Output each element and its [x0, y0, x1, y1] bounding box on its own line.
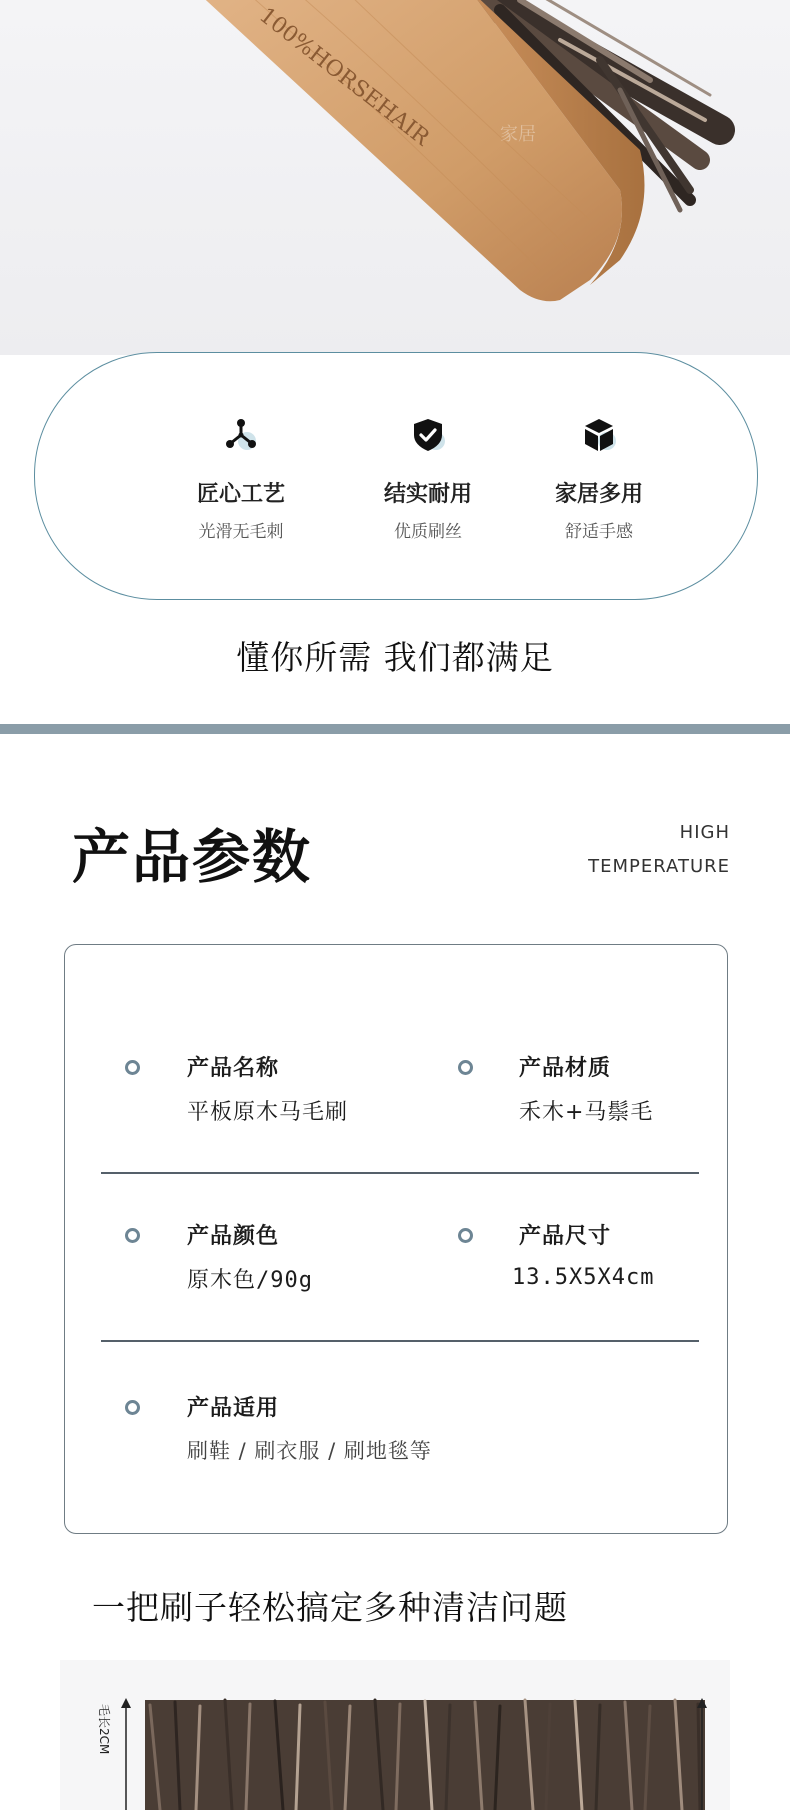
- param-value-usage: 刷鞋 / 刷衣服 / 刷地毯等: [187, 1439, 432, 1463]
- bullet-icon: [458, 1228, 473, 1243]
- watermark-text: 家居: [500, 124, 536, 145]
- dimension-label: 毛长2CM: [97, 1704, 111, 1755]
- bristle-texture: [145, 1700, 705, 1810]
- cube-icon: [579, 415, 619, 455]
- param-label-size: 产品尺寸: [519, 1224, 612, 1249]
- param-value-name: 平板原木马毛刷: [187, 1100, 349, 1125]
- feature-title: 匠心工艺: [196, 482, 285, 507]
- subheading: 一把刷子轻松搞定多种清洁问题: [92, 1588, 568, 1627]
- params-en-line1: HIGH: [679, 822, 730, 843]
- feature-subtitle: 优质刷丝: [394, 522, 462, 542]
- param-label-color: 产品颜色: [187, 1224, 280, 1249]
- param-label-name: 产品名称: [187, 1056, 280, 1081]
- param-value-size: 13.5X5X4cm: [512, 1265, 655, 1290]
- features-panel: [34, 352, 758, 600]
- feature-title: 结实耐用: [383, 482, 472, 507]
- shield-check-icon: [408, 415, 448, 455]
- horsehair-brush-illustration: [0, 0, 790, 355]
- brush-bristle-closeup: [0, 1660, 790, 1810]
- bullet-icon: [458, 1060, 473, 1075]
- params-en-line2: TEMPERATURE: [588, 856, 730, 877]
- section-divider-band: [0, 724, 790, 734]
- param-label-material: 产品材质: [519, 1056, 612, 1081]
- feature-subtitle: 光滑无毛刺: [198, 522, 284, 542]
- param-value-color: 原木色/90g: [187, 1268, 313, 1293]
- params-card: [64, 944, 728, 1534]
- param-label-usage: 产品适用: [187, 1396, 280, 1421]
- bottom-product-image: [0, 1660, 790, 1810]
- molecule-icon: [221, 415, 261, 455]
- bullet-icon: [125, 1228, 140, 1243]
- brush-engraving: 100%HORSEHAIR: [254, 3, 434, 151]
- bullet-icon: [125, 1400, 140, 1415]
- hero-product-image: [0, 0, 790, 355]
- params-title: 产品参数: [72, 823, 313, 891]
- slogan: 懂你所需 我们都满足: [236, 638, 554, 677]
- param-value-material: 禾木+马鬃毛: [519, 1100, 654, 1125]
- bullet-icon: [125, 1060, 140, 1075]
- row-divider: [101, 1172, 699, 1174]
- feature-title: 家居多用: [554, 482, 643, 507]
- feature-subtitle: 舒适手感: [565, 522, 633, 542]
- row-divider: [101, 1340, 699, 1342]
